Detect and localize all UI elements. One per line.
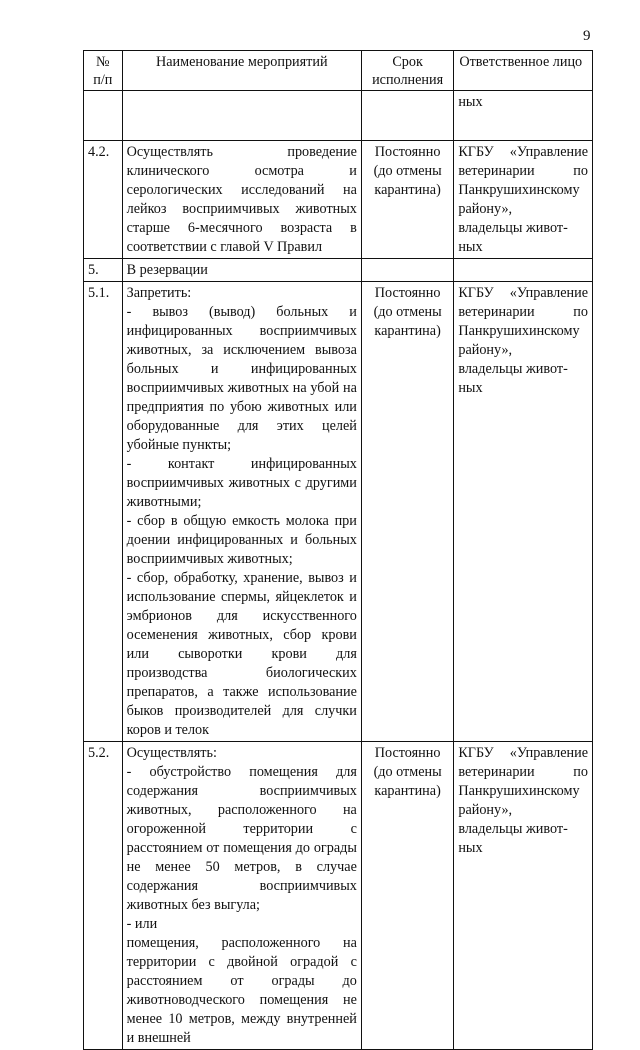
page-number: 9 bbox=[583, 28, 591, 44]
row-resp: КГБУ «Управление ветеринарии по Панкрушихинскому району», владельцы живот- ных bbox=[454, 141, 593, 259]
row-name: Осуществлять: - обустройство помещения для содержания восприимчивых животных, расположенного на огороженной территории с расстоянием от помещения до ограды не менее 50 метров, в случае содержания восприимчивых животных без выгула; - или помещения, расположенного на территории с двойной оградой с расстоянием от ограды до животноводческого помещения не менее 10 метров, между внутренней и внешней bbox=[122, 742, 361, 1050]
table-row bbox=[84, 742, 593, 1050]
row-num bbox=[84, 91, 123, 141]
header-resp: Ответственное лицо bbox=[454, 51, 593, 91]
row-term: Постоянно (до отмены карантина) bbox=[361, 141, 453, 259]
row-term bbox=[361, 91, 453, 141]
row-name bbox=[122, 91, 361, 141]
row-term bbox=[361, 259, 453, 282]
row-resp: КГБУ «Управление ветеринарии по Панкрушихинскому району», владельцы живот- ных bbox=[454, 282, 593, 742]
table-row bbox=[84, 259, 593, 282]
table-row bbox=[84, 91, 593, 141]
row-num: 4.2. bbox=[84, 141, 123, 259]
row-resp bbox=[454, 259, 593, 282]
row-resp: ных bbox=[454, 91, 593, 141]
row-num: 5.1. bbox=[84, 282, 123, 742]
row-name: Запретить: - вывоз (вывод) больных и инфицированных восприимчивых животных, за исключением вывоза больных и инфицированных восприимчивых животных на убой на предприятия по убою животных или оборудованные для этих целей убойные пункты; - контакт инфицированных восприимчивых животных с другими животными; - сбор в общую емкость молока при доении инфицированных и больных восприимчивых животных; - сбор, обработку, хранение, вывоз и использование спермы, яйцеклеток и эмбрионов для искусственного осеменения животных, сбор крови или сыворотки крови для производства биологических препаратов, а также использование быков производителей для случки коров и телок bbox=[122, 282, 361, 742]
row-num: 5.2. bbox=[84, 742, 123, 1050]
row-term: Постоянно (до отмены карантина) bbox=[361, 742, 453, 1050]
header-num: № п/п bbox=[84, 51, 123, 91]
row-resp: КГБУ «Управление ветеринарии по Панкрушихинскому району», владельцы живот- ных bbox=[454, 742, 593, 1050]
row-num: 5. bbox=[84, 259, 123, 282]
table-header-row bbox=[84, 51, 593, 91]
row-name: Осуществлять проведение клинического осмотра и серологических исследований на лейкоз восприимчивых животных старше 6-месячного возраста в соответствии с главой V Правил bbox=[122, 141, 361, 259]
measures-table bbox=[83, 50, 593, 1050]
header-term: Срок исполнения bbox=[361, 51, 453, 91]
header-name: Наименование мероприятий bbox=[122, 51, 361, 91]
table-row bbox=[84, 282, 593, 742]
table-row bbox=[84, 141, 593, 259]
row-name: В резервации bbox=[122, 259, 361, 282]
row-term: Постоянно (до отмены карантина) bbox=[361, 282, 453, 742]
